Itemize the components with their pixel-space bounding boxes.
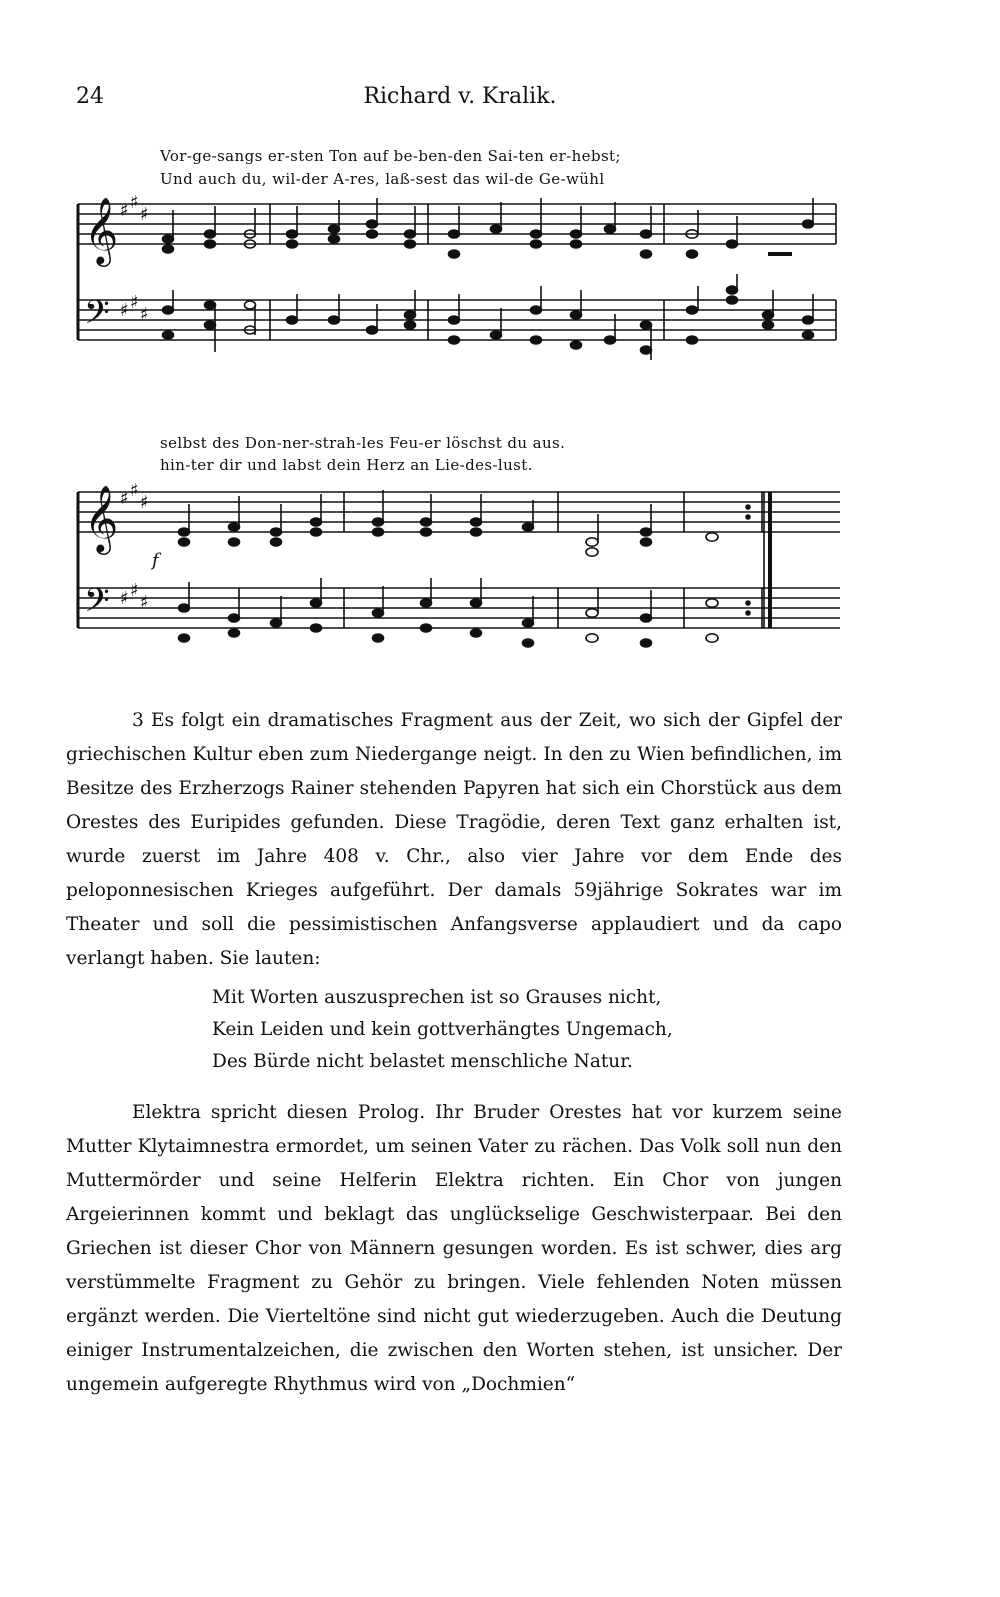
verse-quote (212, 982, 673, 1078)
verse-line: Mit Worten auszusprechen ist so Grauses nicht, (212, 987, 662, 1008)
svg-text:♯: ♯ (120, 588, 129, 609)
svg-text:𝄢: 𝄢 (84, 582, 110, 628)
svg-text:♯: ♯ (120, 488, 129, 509)
svg-text:♯: ♯ (140, 204, 149, 225)
svg-text:♯: ♯ (130, 580, 139, 601)
svg-text:♯: ♯ (140, 492, 149, 513)
svg-text:𝄞: 𝄞 (84, 196, 119, 264)
svg-text:♯: ♯ (130, 192, 139, 213)
svg-text:♯: ♯ (130, 480, 139, 501)
svg-text:𝄞: 𝄞 (84, 484, 119, 552)
music-system-2 (72, 478, 852, 678)
dynamic-marking: f (152, 550, 159, 571)
music-system-1 (72, 190, 852, 390)
svg-text:♯: ♯ (140, 304, 149, 325)
svg-text:♯: ♯ (120, 200, 129, 221)
system2-lyric-line2: hin-ter dir und labst dein Herz an Lie-des-lust. (160, 456, 533, 474)
body-paragraph-2 (66, 1096, 842, 1402)
system2-lyric-line1: selbst des Don-ner-strah-les Feu-er löschst du aus. (160, 434, 566, 452)
svg-text:♯: ♯ (130, 292, 139, 313)
body-paragraph-1 (66, 704, 842, 976)
system1-lyric-line2: Und auch du, wil-der A-res, laß-sest das wil-de Ge-wühl (160, 170, 605, 188)
system1-lyric-line1: Vor-ge-sangs er-sten Ton auf be-ben-den Sai-ten er-hebst; (160, 147, 621, 165)
page-number: 24 (76, 84, 104, 109)
paragraph-text: 3 Es folgt ein dramatisches Fragment aus der Zeit, wo sich der Gipfel der griechischen Kultur eben zum Niedergange neigt. In den zu Wien befindlichen, im Besitze des Erzherzogs Rainer stehenden Papyren hat sich ein Chorstück aus dem Orestes des Euripides gefunden. Diese Tragödie, deren Text ganz erhalten ist, wurde zuerst im Jahre 408 v. Chr., also vier Jahre vor dem Ende des peloponnesischen Krieges aufgeführt. Der damals 59jährige Sokrates war im Theater und soll die pessimistischen Anfangsverse applaudiert und da capo verlangt haben. Sie lauten: (66, 710, 842, 969)
paragraph-text: Elektra spricht diesen Prolog. Ihr Bruder Orestes hat vor kurzem seine Mutter Klytaimnestra ermordet, um seinen Vater zu rächen. Das Volk soll nun den Muttermörder und seine Helferin Elektra richten. Ein Chor von jungen Argeierinnen kommt und beklagt das unglückselige Geschwisterpaar. Bei den Griechen ist dieser Chor von Männern gesungen worden. Es ist schwer, dies arg verstümmelte Fragment zu Gehör zu bringen. Viele fehlenden Noten müssen ergänzt werden. Die Vierteltöne sind nicht gut wiederzugeben. Auch die Deutung einiger Instrumentalzeichen, die zwischen den Worten stehen, ist unsicher. Der ungemein aufgeregte Rhythmus wird von „Dochmien“ (66, 1102, 842, 1395)
svg-text:♯: ♯ (120, 300, 129, 321)
svg-text:𝄢: 𝄢 (84, 294, 110, 340)
verse-line: Kein Leiden und kein gottverhängtes Ungemach, (212, 1019, 673, 1040)
verse-line: Des Bürde nicht belastet menschliche Natur. (212, 1051, 633, 1072)
running-title: Richard v. Kralik. (363, 84, 557, 109)
svg-text:♯: ♯ (140, 592, 149, 613)
